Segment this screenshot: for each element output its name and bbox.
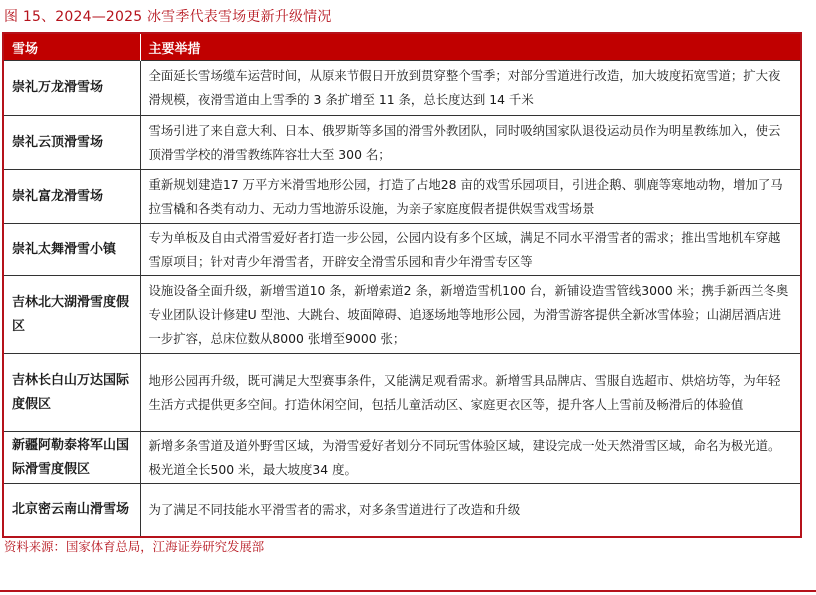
resort-measures: 设施设备全面升级，新增雪道10 条，新增索道2 条，新增造雪机100 台，新铺设造雪管线3000 米；携手新西兰冬奥专业团队设计修建U 型池、大跳台、坡面障碍、追逐场地等地形公园，为滑雪游客提供全新冰雪体验；山湖居酒店进一步扩容，总床位数从8000 张增至9000 张； xyxy=(140,276,800,354)
table-row xyxy=(4,116,800,170)
header-measures: 主要举措 xyxy=(140,34,800,61)
resort-measures: 重新规划建造17 万平方米滑雪地形公园，打造了占地28 亩的戏雪乐园项目，引进企鹅、驯鹿等寒地动物，增加了马拉雪橇和各类有动力、无动力雪地游乐设施，为亲子家庭度假者提供娱雪戏雪场景 xyxy=(140,170,800,224)
resort-measures: 雪场引进了来自意大利、日本、俄罗斯等多国的滑雪外教团队，同时吸纳国家队退役运动员作为明星教练加入，使云顶滑雪学校的滑雪教练阵容壮大至 300 名； xyxy=(140,116,800,170)
table-row xyxy=(4,61,800,116)
resort-name: 崇礼万龙滑雪场 xyxy=(4,61,140,116)
source-note: 资料来源：国家体育总局，江海证券研究发展部 xyxy=(4,539,265,554)
resort-name: 崇礼太舞滑雪小镇 xyxy=(4,224,140,276)
table-row xyxy=(4,354,800,432)
header-resort: 雪场 xyxy=(4,34,140,61)
resort-measures: 全面延长雪场缆车运营时间，从原来节假日开放到贯穿整个雪季；对部分雪道进行改造，加大坡度拓宽雪道；扩大夜滑规模，夜滑雪道由上雪季的 3 条扩增至 11 条，总长度达到 14 千米 xyxy=(140,61,800,116)
table-row xyxy=(4,170,800,224)
resort-name: 吉林北大湖滑雪度假区 xyxy=(4,276,140,354)
resort-name: 北京密云南山滑雪场 xyxy=(4,484,140,536)
table-header-row xyxy=(4,34,800,61)
ski-resort-table xyxy=(2,32,802,538)
resort-measures: 为了满足不同技能水平滑雪者的需求，对多条雪道进行了改造和升级 xyxy=(140,484,800,536)
resort-measures: 地形公园再升级，既可满足大型赛事条件，又能满足观看需求。新增雪具品牌店、雪服自选超市、烘焙坊等，为年轻生活方式提供更多空间。打造休闲空间，包括儿童活动区、家庭更衣区等，提升客人上雪前及畅滑后的体验值 xyxy=(140,354,800,432)
figure-title: 图 15、2024—2025 冰雪季代表雪场更新升级情况 xyxy=(4,9,332,25)
resort-name: 新疆阿勒泰将军山国际滑雪度假区 xyxy=(4,432,140,484)
table-row xyxy=(4,276,800,354)
table-row xyxy=(4,484,800,536)
resort-measures: 专为单板及自由式滑雪爱好者打造一步公园，公园内设有多个区域，满足不同水平滑雪者的需求；推出雪地机车穿越雪原项目；针对青少年滑雪者，开辟安全滑雪乐园和青少年滑雪专区等 xyxy=(140,224,800,276)
bottom-divider xyxy=(0,590,816,592)
resort-name: 吉林长白山万达国际度假区 xyxy=(4,354,140,432)
resort-measures: 新增多条雪道及道外野雪区域，为滑雪爱好者划分不同玩雪体验区域，建设完成一处天然滑雪区域，命名为极光道。极光道全长500 米，最大坡度34 度。 xyxy=(140,432,800,484)
resort-name: 崇礼富龙滑雪场 xyxy=(4,170,140,224)
table-row xyxy=(4,224,800,276)
table-row xyxy=(4,432,800,484)
resort-name: 崇礼云顶滑雪场 xyxy=(4,116,140,170)
